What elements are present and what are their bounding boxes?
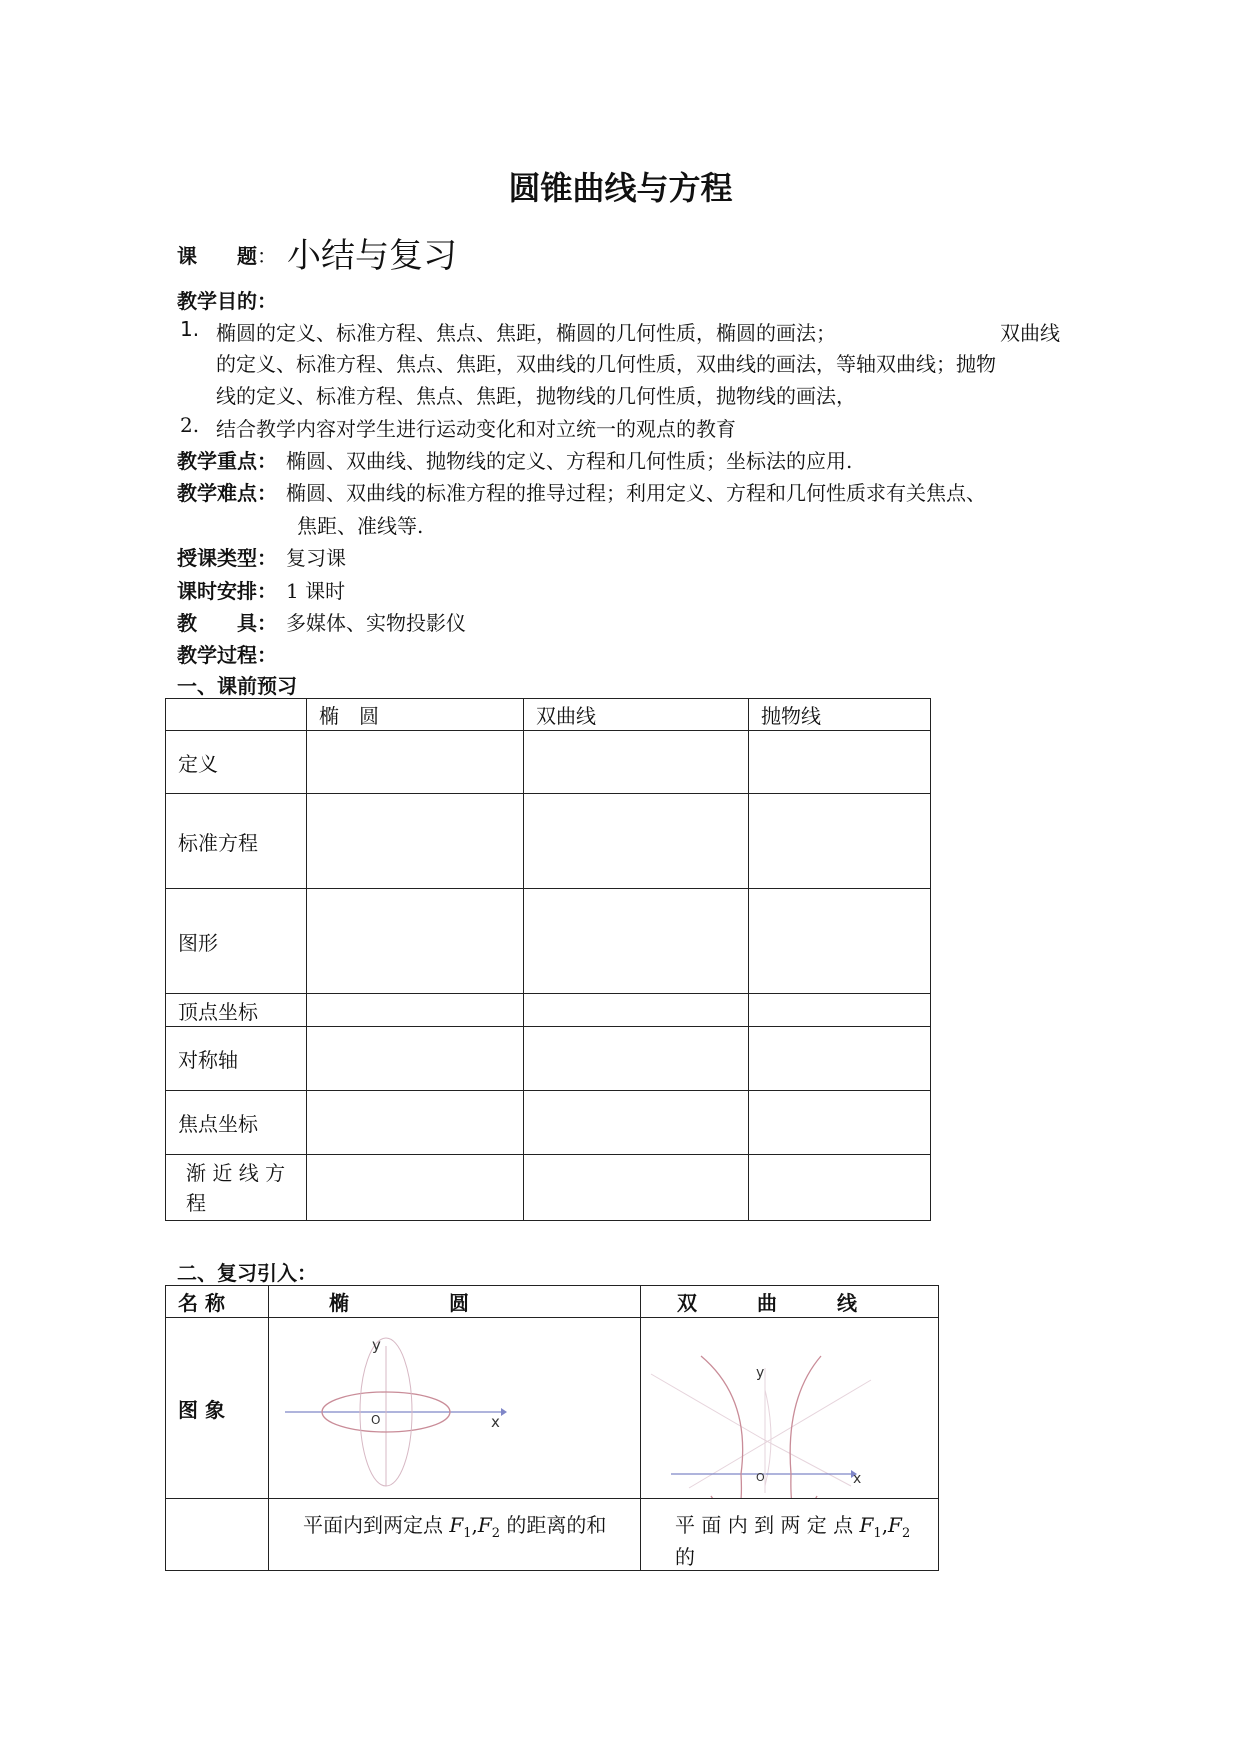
goal2-number: 2. [180,413,200,437]
key-text: 椭圆、双曲线、抛物线的定义、方程和几何性质；坐标法的应用. [286,449,853,473]
table-cell [524,1027,749,1091]
table-cell [749,994,931,1027]
table-row [166,1155,931,1221]
table-cell [307,1091,524,1155]
row-label-standard-equation: 标准方程 [166,794,307,889]
table-row [166,1027,931,1091]
table-row [166,731,931,794]
row-label-focus: 焦点坐标 [166,1091,307,1155]
table-row [166,994,931,1027]
table-row [166,794,931,889]
row-label-graph: 图形 [166,889,307,994]
table-cell [307,794,524,889]
f1-symbol: F [449,1513,464,1537]
f2-symbol: F [888,1513,902,1537]
ellipse-y-label: y [372,1336,381,1354]
ellipse-x-label: x [491,1413,500,1431]
type-label: 授课类型： [177,546,277,570]
hyperbola-definition-cell [641,1499,939,1571]
type-value: 复习课 [286,546,346,570]
f1-subscript: 1 [463,1526,472,1541]
difficulty-line1: 椭圆、双曲线的标准方程的推导过程；利用定义、方程和几何性质求有关焦点、 [286,481,986,505]
table-cell [524,1091,749,1155]
ellipse-definition-cell [269,1499,641,1571]
key-label: 教学重点： [177,449,277,473]
header-name: 名 称 [166,1286,269,1318]
ellipse-origin-label: O [371,1413,381,1427]
topic-label-text: 课 题 [177,244,257,268]
f2-subscript: 2 [901,1526,911,1541]
review-table-header-row [166,1286,939,1318]
table-cell [749,1155,931,1221]
table-cell [307,1155,524,1221]
table-cell [307,994,524,1027]
ellipse-graph [269,1318,641,1498]
goal2-text: 结合教学内容对学生进行运动变化和对立统一的观点的教育 [216,417,736,441]
header-cell-parabola: 抛物线 [749,699,931,731]
header-ellipse: 椭 圆 [269,1286,641,1318]
comma-symbol: , [471,1513,478,1537]
difficulty-label: 教学难点： [177,481,277,505]
preview-table [165,698,931,1221]
review-table [165,1285,939,1571]
table-cell [524,889,749,994]
row-label-symmetry-axis: 对称轴 [166,1027,307,1091]
header-hyperbola: 双 曲 线 [641,1286,939,1318]
ellipse-definition-text: 平面内到两定点 [303,1513,443,1537]
hyperbola-graph [641,1318,939,1498]
table-cell [166,1499,269,1571]
hyperbola-origin-label: O [756,1471,765,1484]
table-cell [749,794,931,889]
table-cell [749,1027,931,1091]
table-cell [749,1091,931,1155]
ellipse-x-arrow-icon [501,1408,507,1416]
f2-symbol: F [477,1513,492,1537]
asymptote-line-1 [651,1374,761,1438]
conjugate-curve [765,1390,771,1486]
f2-subscript: 2 [491,1526,501,1541]
tools-label: 教 具： [177,611,277,635]
time-value: 1 课时 [286,579,346,603]
table-cell [307,1027,524,1091]
f1-symbol: F [859,1513,874,1537]
header-cell-empty [166,699,307,731]
table-row [166,1091,931,1155]
table-cell [524,731,749,794]
preview-table-header-row [166,699,931,731]
table-cell [307,731,524,794]
row-label-asymptote: 渐 近 线 方 程 [166,1155,307,1221]
hyperbola-y-label: y [756,1365,765,1381]
ellipse-graph-cell [269,1318,641,1499]
goal1-line1: 椭圆的定义、标准方程、焦点、焦距，椭圆的几何性质，椭圆的画法； [216,321,836,345]
ellipse-definition-end: 的距离的和 [506,1513,607,1537]
goals-label: 教学目的： [177,289,277,313]
difficulty-line2: 焦距、准线等. [297,514,424,538]
table-cell [749,731,931,794]
section1-heading: 一、课前预习 [177,674,297,698]
table-cell [749,889,931,994]
hyperbola-x-label: x [853,1471,862,1487]
table-cell [307,889,524,994]
header-cell-ellipse: 椭 圆 [307,699,524,731]
time-label: 课时安排： [177,579,277,603]
hyperbola-definition-end: 的 [675,1545,695,1569]
asymptote-line-3 [689,1380,871,1488]
row-label-definition: 定义 [166,731,307,794]
topic-label [177,240,277,269]
table-row [166,889,931,994]
hyperbola-definition-text: 平 面 内 到 两 定 点 [675,1513,854,1537]
header-cell-hyperbola: 双曲线 [524,699,749,731]
goal1-line1-end: 双曲线 [1000,321,1060,345]
tools-value: 多媒体、实物投影仪 [286,611,466,635]
table-cell [524,794,749,889]
asymptote-line-2 [761,1438,851,1486]
page-title: 圆锥曲线与方程 [508,169,733,207]
row-label-image: 图 象 [166,1318,269,1499]
f1-subscript: 1 [873,1526,882,1541]
comma-symbol: , [881,1513,889,1537]
goal1-number: 1. [180,317,200,341]
topic-colon: ： [257,244,277,268]
hyperbola-graph-cell [641,1318,939,1499]
topic-value: 小结与复习 [287,236,457,276]
goal1-line2: 的定义、标准方程、焦点、焦距，双曲线的几何性质，双曲线的画法，等轴双曲线；抛物 [216,352,996,376]
table-row [166,1318,939,1499]
table-row [166,1499,939,1571]
goal1-line3: 线的定义、标准方程、焦点、焦距，抛物线的几何性质，抛物线的画法， [216,384,856,408]
section2-heading: 二、复习引入： [177,1261,317,1285]
row-label-vertex: 顶点坐标 [166,994,307,1027]
process-label: 教学过程： [177,643,277,667]
hyperbola-right-branch [790,1356,821,1498]
table-cell [524,1155,749,1221]
table-cell [524,994,749,1027]
